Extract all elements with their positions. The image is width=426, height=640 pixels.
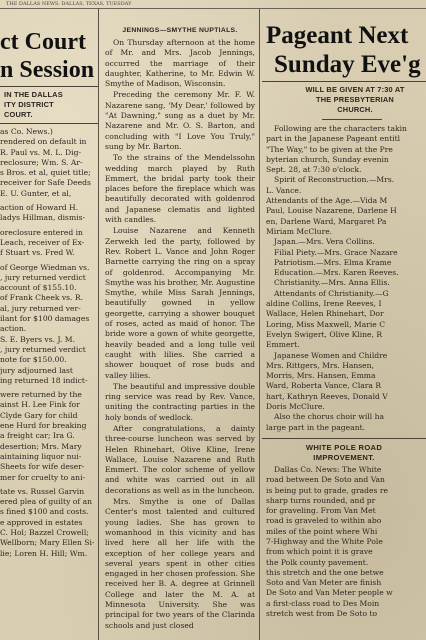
pageant-text-line: Sept. 28, at 7:30 o'clock. [266, 165, 362, 175]
court-text-line: ainst H. Lee Fink for [0, 400, 80, 410]
pageant-text-line: aldine Collins, Irene Reeves, I [266, 299, 382, 309]
nuptials-paragraph: Mrs. Smythe is one of Dallas Center's most talented and cultured young ladies. She has grown to womanhood in this vicinity and has lived here all her life with the exception of her college years and several years spent in other cities engaged in her chosen profession. She received her B. A. degree at Grinnell College and later the M. A. at Minnesota University. She was principal for two years of the Clarinda schools and just closed [105, 497, 255, 630]
court-text-line: desertion; Mrs. Mary [0, 441, 82, 451]
court-text-line: ladys Hillman, dismis- [0, 213, 86, 223]
road-text-line: stretch west from De Soto to [266, 609, 378, 619]
court-text-line: Leach, receiver of Ex- [0, 237, 85, 247]
pageant-article-body [262, 124, 426, 433]
court-text-line: ilant for $100 damages [0, 314, 90, 324]
road-article-body [262, 465, 426, 619]
court-text-line: e approved in estates [0, 517, 83, 527]
court-article-body [0, 127, 98, 559]
pageant-text-line: Emmert. [266, 340, 300, 350]
pageant-text-line: part in the Japanese Pageant entitl [266, 134, 401, 144]
nuptials-paragraph: To the strains of the Mendelssohn wedding march played by Ruth Emmert, the bridal party took their places before the fireplace which was beautifully decorated with goldenrod and Japanese clematis and lighted with candles. [105, 153, 255, 225]
road-text-line: miles of the point where Whi [266, 526, 378, 536]
pageant-text-line: Attendants of the Age.—Vida M [266, 196, 388, 206]
court-text-line: , jury returned verdict [0, 344, 86, 354]
road-text-line: the Polk county pavement. [266, 557, 369, 567]
pageant-text-line: Evelyn Swigert, Olive Kline, R [266, 329, 383, 339]
court-headline-line2: n Session [0, 57, 95, 83]
court-text-line: E. U. Gunter, et al, [0, 188, 72, 198]
court-text-line: jury adjourned last [0, 365, 73, 375]
pageant-text-line: byterian church, Sunday evenin [266, 154, 389, 164]
road-text-line: for graveling. From Van Met [266, 506, 376, 516]
court-text-line: as Co. News.) [0, 127, 53, 136]
court-text-line: Sheets for wife deser- [0, 462, 85, 472]
court-text-line: f Stuart vs. Fred W. [0, 248, 75, 258]
pageant-text-line: Attendants of Christianity.—G [274, 288, 389, 298]
divider [262, 81, 426, 82]
pageant-text-line: Morris, Mrs. Hansen, Emma [266, 371, 376, 381]
court-text-line: action. [0, 324, 27, 334]
pageant-text-line: Doris McClure. [266, 402, 325, 412]
nuptials-article-body [101, 36, 259, 631]
pageant-text-line: Mrs. Rittgers, Mrs. Hansen, [266, 360, 374, 370]
court-text-line: aintaining liquor nui- [0, 451, 82, 461]
court-text-line: R. Paul vs. M. L. Dig- [0, 147, 82, 157]
court-text-line: account of $155.10. [0, 283, 77, 293]
masthead-text: THE DALLAS NEWS. DALLAS, TEXAS, TUESDAY [6, 1, 132, 7]
court-text-line: mer for cruelty to ani- [0, 472, 86, 482]
court-headline-line1: ct Court [0, 29, 86, 55]
court-text-line: lie; Loren H. Hill; Wm. [0, 548, 88, 558]
road-text-line: road between De Soto and Van [266, 475, 385, 485]
road-heading-line2: IMPROVEMENT. [313, 452, 375, 462]
pageant-text-line: hart, Kathryn Reeves, Donald V [266, 391, 388, 401]
nuptials-heading: JENNINGS—SMYTHE NUPTIALS. [122, 27, 238, 34]
pageant-text-line: "The Way," to be given at the Pre [266, 144, 393, 154]
pageant-text-line: Japan.—Mrs. Vera Collins. [274, 237, 375, 247]
nuptials-paragraph: The beautiful and impressive double ring service was read by Rev. Vance, uniting the contracting parties in the holy bonds of wedlock. [105, 381, 255, 422]
nuptials-paragraph: On Thursday afternoon at the home of Mr. and Mrs. Jacob Jennings, occurred the marriage of their daughter, Katherine, to Mr. Edwin W. Smythe of Madison, Wisconsin. [105, 38, 255, 89]
column-left [0, 9, 99, 640]
divider [262, 438, 426, 439]
pageant-text-line: Education.—Mrs. Karen Reeves. [274, 268, 399, 278]
pageant-text-line: Christianity.—Mrs. Anna Ellis. [274, 278, 390, 288]
road-text-line: 7-Highway and the White Pole [266, 536, 383, 546]
divider [0, 86, 98, 87]
pageant-text-line: Loring, Miss Maxwell, Marie C [266, 319, 386, 329]
court-text-line: s Bros. et al, quiet title; [0, 168, 91, 178]
court-text-line: tate vs. Russel Garvin [0, 486, 85, 496]
court-text-line: reclosure; Wm. S. Ar- [0, 157, 83, 167]
court-text-line: s fined $100 and costs. [0, 507, 89, 517]
pageant-subhead-line1: WILL BE GIVEN AT 7:30 AT [305, 85, 405, 94]
pageant-text-line: Spirit of Reconstruction.—Mrs. [274, 175, 395, 185]
court-text-line: ered plea of guilty of an [0, 497, 92, 507]
pageant-text-line: Filial Piety.—Mrs. Grace Nazare [274, 247, 398, 257]
nuptials-paragraph: Preceding the ceremony Mr. F. W. Nazarene sang, 'My Dear,' followed by "At Dawning," sung as a duet by Mr. Nazarene and Mr. O. S. Barton, and concluding with "I Love You Truly," sung by Mr. Barton. [105, 90, 255, 151]
court-text-line: Wellborn; Mary Ellen Si- [0, 538, 95, 548]
court-text-line: note for $150.00. [0, 355, 67, 365]
pageant-subhead-line3: CHURCH. [337, 105, 373, 114]
court-text-line: ing returned 18 indict- [0, 375, 88, 385]
pageant-text-line: Japanese Women and Childre [274, 350, 388, 360]
pageant-text-line: Ward, Roberta Vance, Clara R [266, 381, 382, 391]
column-middle [101, 9, 260, 640]
pageant-text-line: Miriam McClure. [266, 226, 333, 236]
masthead [0, 0, 426, 9]
road-text-line: sharp turns rounded, and pr [266, 495, 376, 505]
nuptials-paragraph: Louise Nazarene and Kenneth Zerwekh led the party, followed by Rev. Robert L. Vance and John Roger Barnette carrying the ring on a spray of goldenrod. Accompanying Mr. Smythe was his brother, Mr. Augustine Smythe, while Miss Sarah Jennings, beautifully gowned in yellow georgette, carrying a shower bouquet of roses, acted as maid of honor. The bride wore a gown of white georgette, heavily beaded and a long tulle veil caught with lilies. She carried a shower bouquet of rose buds and valley lilies. [105, 226, 255, 380]
nuptials-paragraph: After congratulations, a dainty three-course luncheon was served by Helen Rhinehart, Olive Kline, Irene Wallace, Louise Nazarene and Ruth Emmert. The color scheme of yellow and white was carried out in all decorations as well as in the luncheon. [105, 423, 255, 495]
road-text-line: this stretch and the one betwe [266, 567, 384, 577]
court-text-line: action of Howard H. [0, 203, 79, 213]
pageant-subhead-line2: THE PRESBYTERIAN [316, 95, 394, 104]
court-text-line: oreclosure entered in [0, 227, 83, 237]
pageant-text-line: Paul, Louise Nazarene, Darlene H [266, 206, 397, 216]
road-heading-line1: WHITE POLE ROAD [305, 442, 383, 452]
court-subhead-line1: IN THE DALLAS [4, 90, 63, 99]
court-text-line: al, jury returned ver- [0, 303, 81, 313]
pageant-headline-line1: Pageant Next [266, 22, 409, 49]
road-text-line: a first-class road to Des Moin [266, 598, 380, 608]
court-text-line: receiver for Safe Deeds [0, 178, 91, 188]
court-text-line: rendered on default in [0, 137, 87, 147]
court-text-line: of Frank Cheek vs. R. [0, 293, 83, 303]
court-text-line: S. E. Byers vs. J. M. [0, 334, 75, 344]
road-text-line: from which point it is grave [266, 547, 373, 557]
court-text-line: ene Hurd for breaking [0, 421, 87, 431]
court-text-line: of George Wiedman vs. [0, 262, 90, 272]
road-text-line: is being put to grade, grades re [266, 485, 388, 495]
court-text-line: , jury returned verdict [0, 272, 86, 282]
pageant-text-line: Wallace, Helen Rhinehart, Dor [266, 309, 384, 319]
pageant-text-line: Also the chorus choir will ha [274, 412, 384, 422]
court-text-line: a freight car; Ira G. [0, 431, 75, 441]
pageant-headline-line2: Sunday Eve'g [274, 51, 421, 78]
road-text-line: Dallas Co. News: The White [274, 464, 382, 474]
court-subhead-line3: COURT. [4, 110, 33, 119]
court-text-line: Clyde Gary for child [0, 410, 78, 420]
pageant-text-line: L. Vance. [266, 185, 302, 195]
short-divider [322, 119, 382, 120]
road-text-line: road is graveled to within abo [266, 516, 382, 526]
pageant-text-line: Following are the characters takin [274, 124, 407, 133]
column-right [262, 9, 426, 640]
pageant-text-line: en, Darlene Ward, Margaret Pa [266, 216, 387, 226]
road-text-line: De Soto and Van Meter people w [266, 588, 393, 598]
court-subhead-line2: ITY DISTRICT [4, 100, 54, 109]
court-text-line: were returned by the [0, 390, 82, 400]
pageant-text-line: Patriotism.—Mrs. Elma Krame [274, 257, 392, 267]
divider [0, 123, 98, 124]
court-text-line: C. Hol; Bazzel Crowell; [0, 527, 89, 537]
road-text-line: Soto and Van Meter are finish [266, 578, 382, 588]
pageant-text-line: large part in the pageant. [266, 422, 366, 432]
